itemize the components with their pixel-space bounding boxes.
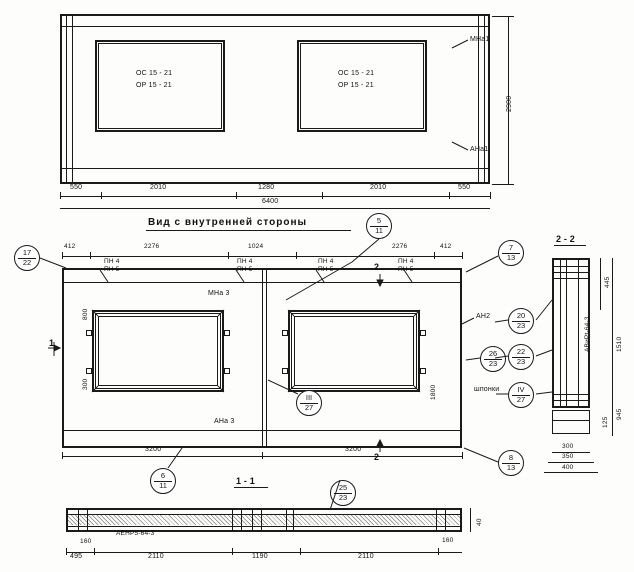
callout-sub: 23	[488, 359, 498, 368]
callout-id: 20	[516, 311, 526, 320]
section-1-1-rib	[436, 508, 446, 532]
callout-iii-27[interactable]	[296, 390, 322, 416]
top-view-inner-top	[62, 26, 488, 27]
main-view-base-line	[62, 446, 462, 448]
section-2-2-bottom-dim-0: 300	[562, 443, 574, 450]
callout-sub: 27	[516, 395, 526, 404]
anchor-plate	[86, 368, 92, 374]
section-1-1-rib	[78, 508, 88, 532]
section-1-1-rib	[232, 508, 242, 532]
section-2-2-line-d	[552, 394, 590, 395]
main-dim-tick	[462, 252, 463, 259]
section-1-1-bottom-dim-3: 2110	[358, 553, 374, 560]
main-bottom-tick	[62, 452, 63, 459]
main-view-split-2	[266, 270, 267, 446]
callout-sub: 23	[516, 321, 526, 330]
mesh-label-0-a: ПН 4	[104, 258, 120, 265]
anchor-plate	[282, 368, 288, 374]
main-view-left-dim-0: 800	[82, 308, 89, 320]
mesh-label-1-b: ПН 5	[237, 266, 253, 273]
main-dim-tick	[62, 252, 63, 259]
top-view-bottom-dim-0: 550	[70, 184, 83, 191]
section-1-1-inner-line-2	[66, 526, 462, 527]
section-2-2-vline-3	[578, 258, 579, 408]
cut-label-1-left: 1	[49, 338, 55, 348]
section-1-1-tick	[438, 548, 439, 555]
callout-sub: 27	[304, 403, 314, 412]
cut-label-2-top: 2	[374, 262, 380, 272]
main-view-title-underline	[146, 230, 351, 231]
top-view-dimline-2	[60, 208, 490, 209]
callout-20-23[interactable]	[508, 308, 534, 334]
section-1-1-tick	[300, 548, 301, 555]
callout-id: III	[305, 393, 313, 402]
callout-sub: 11	[375, 226, 383, 235]
top-view-dim-tick-3	[322, 192, 323, 199]
callout-sub: 13	[506, 463, 516, 472]
mesh-label-2-b: ПН 5	[318, 266, 334, 273]
shponki-label: шпонки	[474, 386, 500, 393]
section-2-2-dimline-2	[612, 258, 613, 408]
main-view-mark-ah2: АН2	[476, 313, 491, 320]
main-dim-tick	[90, 252, 91, 259]
top-view-mark-mna1: МНа1	[470, 36, 490, 43]
section-2-2-bottom-dimline-3	[544, 472, 598, 473]
callout-26-23[interactable]	[480, 346, 506, 372]
anchor-plate	[420, 330, 426, 336]
callout-5-11[interactable]	[366, 213, 392, 239]
top-view-dim-tick-5	[490, 192, 491, 199]
main-view-top-dim-2: 1024	[248, 243, 264, 250]
callout-id: 22	[516, 347, 526, 356]
main-view-top-dim-3: 2276	[392, 243, 408, 250]
main-view-left-dim-1: 300	[82, 378, 89, 390]
section-1-1-bottom-dim-1: 2110	[148, 553, 164, 560]
top-view-label-right-line2: ОР 15 - 21	[338, 82, 374, 89]
top-view-height-ext-bot	[492, 184, 514, 185]
top-view-height-dim: 2900	[506, 95, 513, 112]
section-1-1-tick	[66, 548, 67, 555]
anchor-plate	[224, 330, 230, 336]
callout-id: 6	[160, 471, 166, 480]
section-2-2-title: 2 - 2	[556, 234, 576, 244]
top-view-label-right-line1: ОС 15 - 21	[338, 70, 375, 77]
section-2-2-line-a	[552, 266, 590, 267]
main-view-opening-left-i2	[98, 316, 218, 386]
section-1-1-small-dim-0: 160	[80, 538, 92, 545]
top-view-bottom-dim-2: 1280	[258, 184, 275, 191]
callout-22-23[interactable]	[508, 344, 534, 370]
section-2-2-lower-line	[552, 420, 590, 421]
section-2-2-bottom-dimline-2	[548, 462, 594, 463]
top-view-label-left-line2: ОР 15 - 21	[136, 82, 172, 89]
top-view-mid-left	[66, 16, 67, 182]
section-1-1-underline	[234, 487, 268, 488]
section-2-2-dim-2: 945	[616, 408, 623, 420]
section-1-1-rib	[252, 508, 262, 532]
callout-8-13[interactable]	[498, 450, 524, 476]
top-view-inner-bottom	[62, 168, 488, 169]
section-2-2-bottom-dim-1: 350	[562, 453, 574, 460]
main-view-title: Вид с внутренней стороны	[148, 217, 308, 228]
anchor-plate	[224, 368, 230, 374]
main-view-split	[262, 270, 263, 446]
main-view-bottom-dim-1: 3200	[345, 446, 362, 453]
main-view-bottom-dim-0: 3200	[145, 446, 162, 453]
top-view-dim-tick-4	[449, 192, 450, 199]
mesh-label-1-a: ПН 4	[237, 258, 253, 265]
callout-sub: 22	[22, 258, 32, 267]
top-view-dimline-1	[60, 196, 490, 197]
section-1-1-thickness-dim: 40	[476, 518, 483, 526]
section-1-1-tick	[94, 548, 95, 555]
callout-17-22[interactable]	[14, 245, 40, 271]
main-view-top-dim-4: 412	[440, 243, 452, 250]
main-view-mark-ana3: АНа 3	[214, 418, 235, 425]
section-1-1-hatch	[68, 515, 460, 525]
top-view-dim-tick-0	[60, 192, 61, 199]
mesh-label-0-b: ПН 5	[104, 266, 120, 273]
top-view-mark-ana1: АНа1	[470, 146, 489, 153]
callout-id: 17	[22, 248, 32, 257]
section-2-2-line-b	[552, 272, 590, 273]
top-view-dim-tick-1	[101, 192, 102, 199]
top-view-bottom-dim-3: 2010	[370, 184, 387, 191]
main-dim-tick	[434, 252, 435, 259]
callout-sub: 23	[338, 493, 348, 502]
anchor-plate	[282, 330, 288, 336]
main-dim-tick	[228, 252, 229, 259]
main-view-top-dim-0: 412	[64, 243, 76, 250]
main-view-dimline	[62, 256, 462, 257]
section-2-2-dimline-1	[600, 258, 601, 310]
section-2-2-underline	[554, 245, 586, 246]
section-2-2-dim-1: 1510	[616, 336, 623, 352]
main-view-mark-mna3: МНа 3	[208, 290, 230, 297]
mesh-label-3-b: ПН 5	[398, 266, 414, 273]
section-1-1-title: 1 - 1	[236, 476, 256, 486]
top-view-label-left-line1: ОС 15 - 21	[136, 70, 173, 77]
section-2-2-line-e	[552, 400, 590, 401]
callout-id: 25	[338, 483, 348, 492]
top-view-bottom-dim-4: 550	[458, 184, 471, 191]
section-1-1-tick	[232, 548, 233, 555]
mesh-label-3-a: ПН 4	[398, 258, 414, 265]
anchor-plate	[420, 368, 426, 374]
callout-6-11[interactable]	[150, 468, 176, 494]
callout-id: 26	[488, 349, 498, 358]
callout-sub: 13	[506, 253, 516, 262]
main-bottom-tick	[262, 452, 263, 459]
callout-7-13[interactable]	[498, 240, 524, 266]
top-view-bottom-dim-1: 2010	[150, 184, 167, 191]
section-1-1-inner-label: АЕНР5-64-3	[116, 530, 155, 537]
section-2-2-lower-block	[552, 410, 590, 434]
anchor-plate	[86, 330, 92, 336]
main-view-right-dim-0: 1800	[430, 384, 437, 400]
main-bottom-tick	[462, 452, 463, 459]
callout-id: 7	[508, 243, 514, 252]
top-view-total-dim: 6400	[262, 198, 279, 205]
callout-id: 5	[376, 216, 382, 225]
callout-25-23[interactable]	[330, 480, 356, 506]
section-1-1-bottom-dim-2: 1190	[252, 553, 268, 560]
main-view-opening-right-i2	[294, 316, 414, 386]
mesh-label-2-a: ПН 4	[318, 258, 334, 265]
section-2-2-dim-0: 445	[604, 276, 611, 288]
section-2-2-line-c	[552, 278, 590, 279]
section-2-2-dimline-3	[612, 394, 613, 436]
section-2-2-bottom-dim-2: 400	[562, 464, 574, 471]
section-2-2-vline-2	[566, 258, 567, 408]
section-1-1-bottom-dim-0: 495	[70, 553, 83, 560]
section-2-2-dim-3: 125	[602, 416, 609, 428]
main-view-top-dim-1: 2276	[144, 243, 160, 250]
section-1-1-thickness-dimline	[470, 508, 471, 532]
section-2-2-inner-label: АВиРt-64-3	[584, 316, 591, 352]
section-1-1-small-dim-1: 160	[442, 537, 454, 544]
section-1-1-rib	[286, 508, 294, 532]
callout-id: IV	[517, 385, 525, 394]
callout-sub: 23	[516, 357, 526, 366]
top-view-inner-left	[72, 16, 73, 182]
section-2-2-vline-1	[560, 258, 561, 408]
main-dim-tick	[296, 252, 297, 259]
top-view-height-ext-top	[492, 16, 514, 17]
callout-id: 8	[508, 453, 514, 462]
callout-iv-27[interactable]	[508, 382, 534, 408]
top-view-dim-tick-2	[236, 192, 237, 199]
cut-label-2-bottom: 2	[374, 452, 380, 462]
callout-sub: 11	[159, 481, 167, 490]
